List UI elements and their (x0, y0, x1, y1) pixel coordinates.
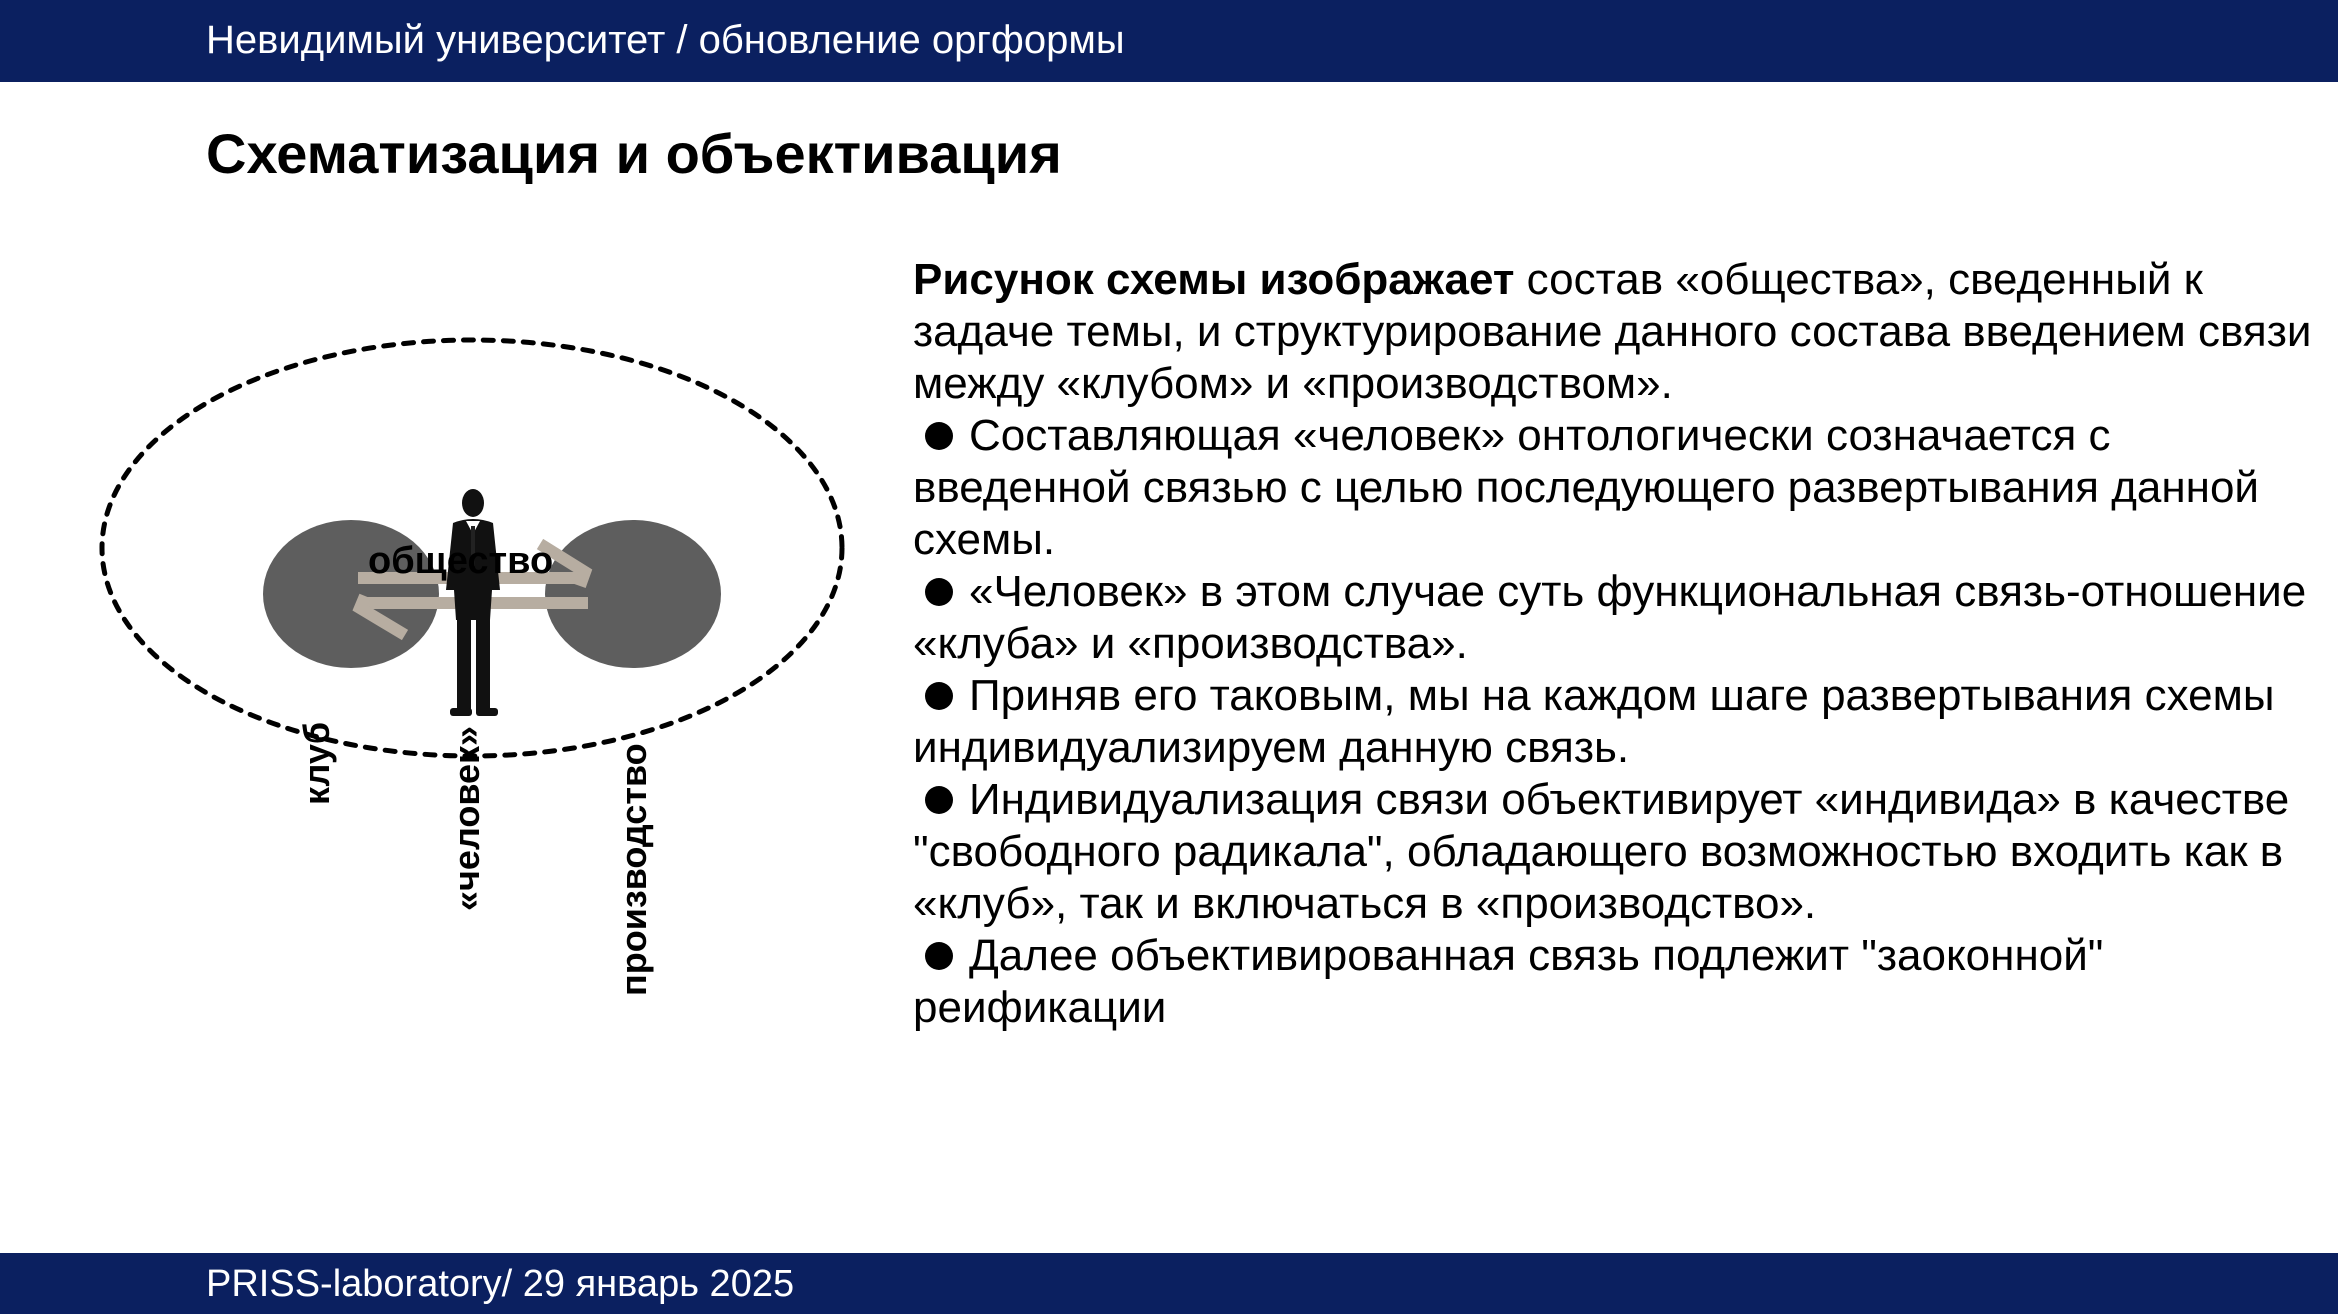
bullet-text: «Человек» в этом случае суть функциональная связь-отношение «клуба» и «производства». (913, 567, 2307, 668)
bullet-dot-icon (925, 942, 953, 970)
header-title: Невидимый университет / обновление оргформы (206, 18, 1125, 62)
intro-paragraph (913, 254, 2313, 410)
bullet-text: Составляющая «человек» онтологически созначается с введенной связью с целью последующего развертывания данной схемы. (913, 411, 2259, 564)
intro-bold: Рисунок схемы изображает (913, 255, 1515, 304)
footer-text: PRISS-laboratory/ 29 январь 2025 (206, 1263, 795, 1305)
body-text (913, 254, 2313, 1034)
label-club: клуб (296, 721, 337, 805)
bullet-dot-icon (925, 422, 953, 450)
bullet-dot-icon (925, 682, 953, 710)
label-production: производство (613, 743, 654, 996)
bullet-item (913, 670, 2313, 774)
bullet-text: Приняв его таковым, мы на каждом шаге развертывания схемы индивидуализируем данную связь. (913, 671, 2275, 772)
bullet-item (913, 930, 2313, 1034)
label-society: общество (368, 540, 554, 582)
bullet-item (913, 774, 2313, 930)
label-person: «человек» (446, 725, 487, 911)
diagram (60, 290, 900, 1010)
header-bar (0, 0, 2338, 82)
bullet-text: Индивидуализация связи объективирует «индивида» в качестве "свободного радикала", обладающего возможностью входить как в «клуб», так и включаться в «производство». (913, 775, 2290, 928)
production-circle (545, 520, 721, 668)
bullet-text: Далее объективированная связь подлежит "заоконной" реификации (913, 931, 2104, 1032)
footer-bar (0, 1253, 2338, 1314)
intro-rest: состав «общества», сведенный к задаче темы, и структурирование данного состава введением связи между «клубом» и «производством». (913, 255, 2312, 408)
bullet-dot-icon (925, 578, 953, 606)
bullet-dot-icon (925, 786, 953, 814)
bullet-item (913, 410, 2313, 566)
slide-title: Схематизация и объективация (206, 122, 1062, 185)
bullet-item (913, 566, 2313, 670)
